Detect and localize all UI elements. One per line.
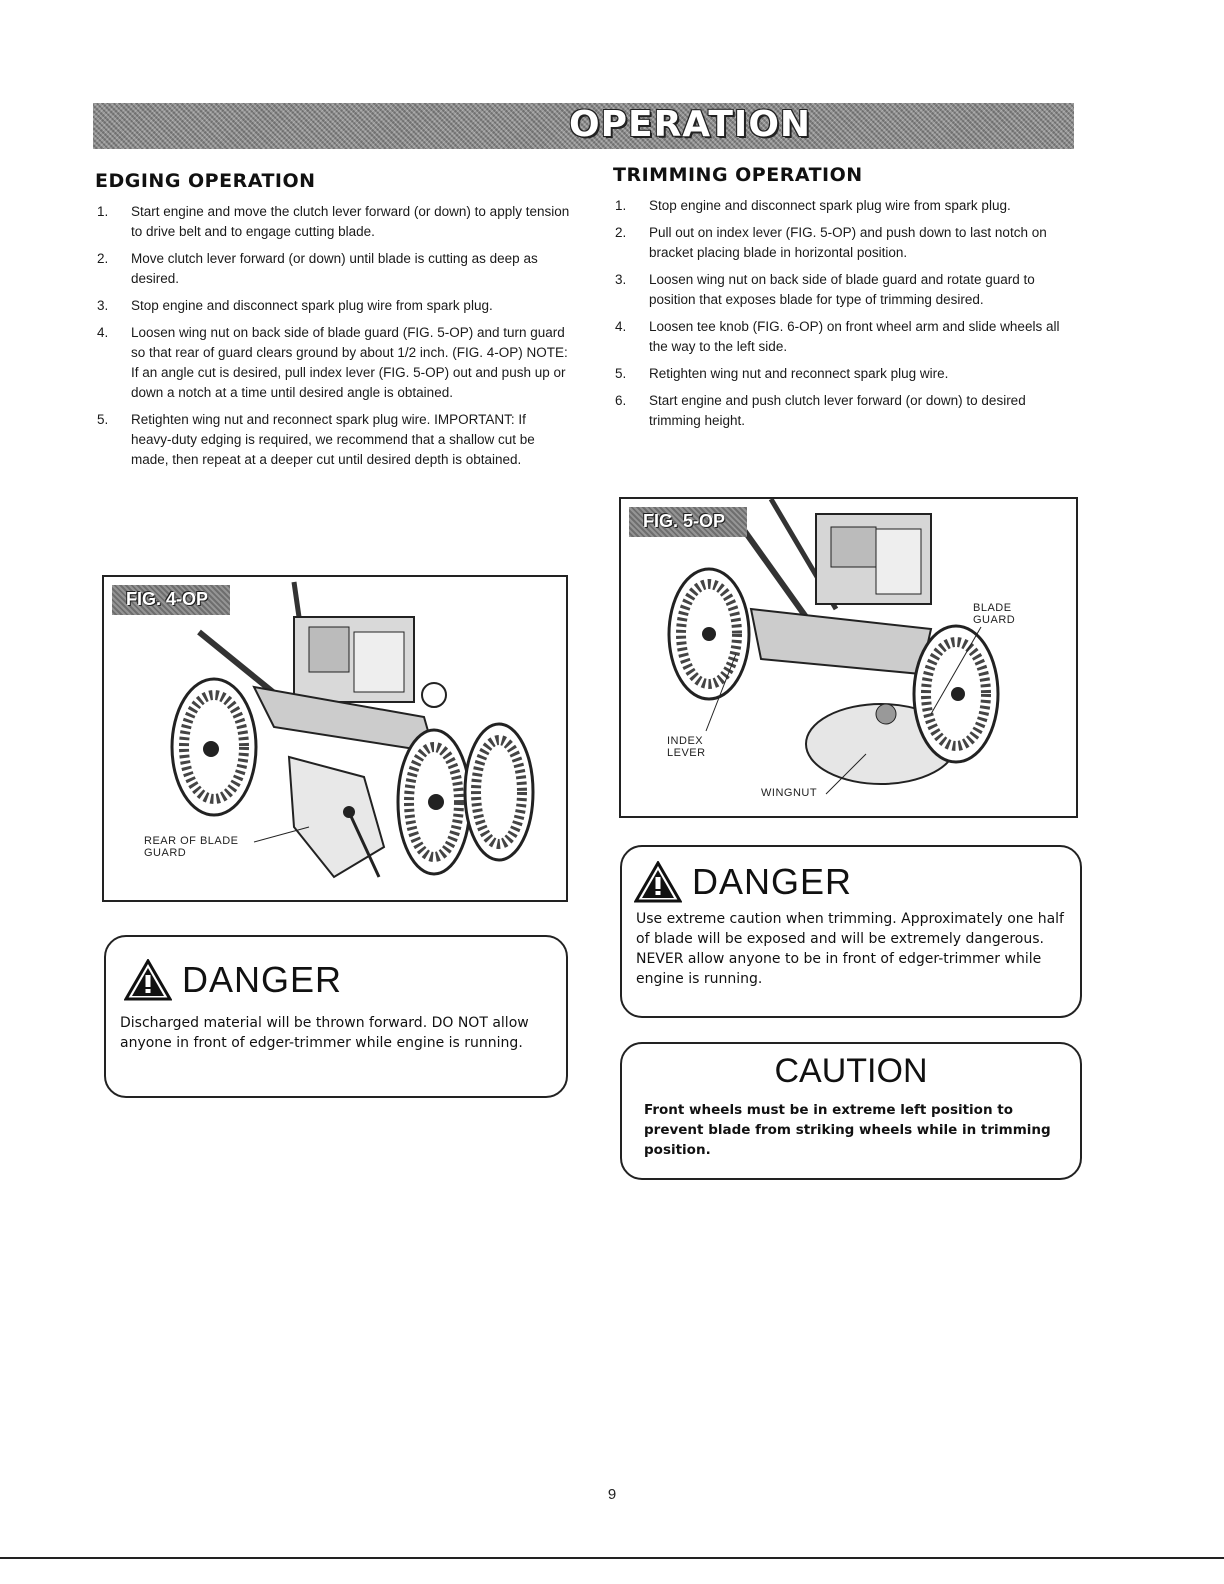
list-item xyxy=(95,249,570,289)
step-text: Loosen wing nut on back side of blade guard (FIG. 5-OP) and turn guard so that rear of guard clears ground by about 1/2 inch. (FIG. 4-OP) NOTE: If an angle cut is desired, pull index lever (FIG. 5-OP) out and push up or down a notch at a time until desired angle is obtained. xyxy=(131,325,568,400)
danger-header xyxy=(634,861,852,903)
warning-triangle-icon xyxy=(124,959,172,1001)
trimmer-illustration xyxy=(621,499,1076,816)
figure-tag xyxy=(112,585,230,615)
caution-label: CAUTION xyxy=(774,1052,928,1090)
list-item xyxy=(613,391,1081,431)
step-text: Start engine and push clutch lever forward (or down) to desired trimming height. xyxy=(649,393,1026,428)
callout-wingnut: WINGNUT xyxy=(761,787,818,799)
figure-4-op xyxy=(102,575,568,902)
figure-tag-label: FIG. 4-OP xyxy=(126,589,209,609)
step-text: Loosen wing nut on back side of blade guard and rotate guard to position that exposes blade for type of trimming desired. xyxy=(649,272,1035,307)
warning-triangle-icon xyxy=(634,861,682,903)
caution-text: Front wheels must be in extreme left position to prevent blade from striking wheels while in trimming position. xyxy=(644,1102,1051,1158)
list-item xyxy=(613,364,1081,384)
edging-steps xyxy=(95,202,570,470)
trimming-heading: TRIMMING OPERATION xyxy=(613,164,863,186)
step-text: Retighten wing nut and reconnect spark plug wire. IMPORTANT: If heavy-duty edging is required, we recommend that a shallow cut be made, then repeat at a deeper cut until desired depth is obtained. xyxy=(131,412,535,467)
edging-section xyxy=(95,170,570,477)
danger-label: DANGER xyxy=(182,959,343,1000)
danger-text: Discharged material will be thrown forward. DO NOT allow anyone in front of edger-trimmer while engine is running. xyxy=(120,1015,529,1051)
list-item xyxy=(95,202,570,242)
step-text: Pull out on index lever (FIG. 5-OP) and push down to last notch on bracket placing blade in horizontal position. xyxy=(649,225,1047,260)
step-number: 2. xyxy=(97,251,109,266)
list-item xyxy=(95,323,570,403)
list-item xyxy=(613,270,1081,310)
figure-5-op xyxy=(619,497,1078,818)
list-item xyxy=(95,296,570,316)
danger-label: DANGER xyxy=(692,861,853,902)
step-text: Start engine and move the clutch lever forward (or down) to apply tension to drive belt and to engage cutting blade. xyxy=(131,204,570,239)
list-item xyxy=(613,223,1081,263)
danger-header xyxy=(124,959,342,1001)
callout-rear-of-blade-guard: REAR OF BLADE GUARD xyxy=(144,835,239,859)
step-number: 5. xyxy=(97,412,109,427)
danger-notice-trimming xyxy=(620,845,1082,1018)
step-number: 1. xyxy=(97,204,109,219)
section-banner xyxy=(93,103,1074,149)
edging-heading: EDGING OPERATION xyxy=(95,170,316,192)
step-text: Retighten wing nut and reconnect spark plug wire. xyxy=(649,366,949,381)
step-number: 1. xyxy=(615,198,627,213)
page-number: 9 xyxy=(607,1486,617,1503)
step-text: Loosen tee knob (FIG. 6-OP) on front wheel arm and slide wheels all the way to the left side. xyxy=(649,319,1060,354)
callout-index-lever: INDEX LEVER xyxy=(667,735,706,759)
danger-notice-discharge xyxy=(104,935,568,1098)
step-number: 4. xyxy=(97,325,109,340)
list-item xyxy=(613,317,1081,357)
step-number: 3. xyxy=(615,272,627,287)
step-number: 3. xyxy=(97,298,109,313)
step-number: 5. xyxy=(615,366,627,381)
footer-divider xyxy=(0,1557,1224,1559)
step-number: 4. xyxy=(615,319,627,334)
step-text: Move clutch lever forward (or down) until blade is cutting as deep as desired. xyxy=(131,251,538,286)
step-text: Stop engine and disconnect spark plug wire from spark plug. xyxy=(649,198,1011,213)
caution-notice xyxy=(620,1042,1082,1180)
danger-text: Use extreme caution when trimming. Approximately one half of blade will be exposed and will be extremely dangerous. NEVER allow anyone to be in front of edger-trimmer while engine is running. xyxy=(636,911,1064,987)
list-item xyxy=(613,196,1081,216)
trimming-steps xyxy=(613,196,1081,431)
step-number: 2. xyxy=(615,225,627,240)
step-text: Stop engine and disconnect spark plug wire from spark plug. xyxy=(131,298,493,313)
callout-blade-guard: BLADE GUARD xyxy=(973,602,1016,626)
list-item xyxy=(95,410,570,470)
page-title: OPERATION xyxy=(569,104,812,145)
step-number: 6. xyxy=(615,393,627,408)
trimming-section xyxy=(613,164,1081,438)
figure-tag xyxy=(629,507,747,537)
figure-tag-label: FIG. 5-OP xyxy=(643,511,726,531)
